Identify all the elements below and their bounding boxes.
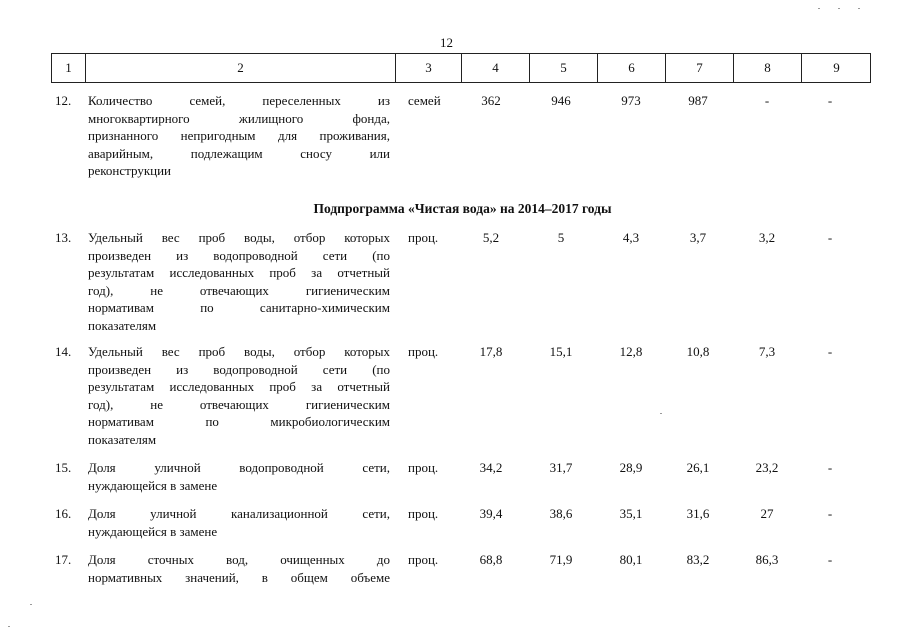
row-number: 14. xyxy=(55,344,72,359)
value-col-8: 23,2 xyxy=(755,460,779,475)
value-col-9: - xyxy=(827,93,833,108)
value-col-9: - xyxy=(827,460,833,475)
table-header xyxy=(51,53,871,83)
unit: проц. xyxy=(408,460,439,475)
value-col-7: 31,6 xyxy=(686,506,710,521)
header-col-3: 3 xyxy=(395,54,461,82)
value-col-5: 38,6 xyxy=(549,506,573,521)
value-col-7: 83,2 xyxy=(686,552,710,567)
header-col-5: 5 xyxy=(529,54,597,82)
value-col-5: 71,9 xyxy=(549,552,573,567)
subprogram-heading: Подпрограмма «Чистая вода» на 2014–2017 годы xyxy=(313,201,612,216)
value-col-6: 4,3 xyxy=(622,230,640,245)
value-col-7: 26,1 xyxy=(686,460,710,475)
header-col-1: 1 xyxy=(65,60,72,75)
value-col-8: 27 xyxy=(760,506,774,521)
header-col-9: 9 xyxy=(801,54,871,82)
value-col-7: 3,7 xyxy=(689,230,707,245)
value-col-9: - xyxy=(827,344,833,359)
value-col-6: 28,9 xyxy=(619,460,643,475)
value-col-6: 80,1 xyxy=(619,552,643,567)
unit: проц. xyxy=(408,230,439,245)
value-col-8: 3,2 xyxy=(758,230,776,245)
value-col-8: - xyxy=(764,93,770,108)
row-number: 17. xyxy=(55,552,72,567)
header-col-8: 8 xyxy=(733,54,801,82)
value-col-9: - xyxy=(827,230,833,245)
scan-speck xyxy=(30,604,32,605)
value-col-6: 35,1 xyxy=(619,506,643,521)
scan-speck xyxy=(818,8,820,9)
scan-speck xyxy=(660,413,662,414)
value-col-4: 17,8 xyxy=(479,344,503,359)
indicator-name: Доля уличной канализационной сети, нуждающейся в замене xyxy=(88,506,390,539)
unit: проц. xyxy=(408,552,439,567)
value-col-8: 86,3 xyxy=(755,552,779,567)
row-number: 12. xyxy=(55,93,72,108)
value-col-5: 5 xyxy=(557,230,565,245)
value-col-5: 15,1 xyxy=(549,344,573,359)
value-col-7: 10,8 xyxy=(686,344,710,359)
value-col-9: - xyxy=(827,506,833,521)
value-col-6: 12,8 xyxy=(619,344,643,359)
value-col-4: 362 xyxy=(481,93,501,108)
value-col-4: 39,4 xyxy=(479,506,503,521)
unit: семей xyxy=(408,93,441,108)
unit: проц. xyxy=(408,506,439,521)
scan-speck xyxy=(838,8,840,9)
scan-speck xyxy=(8,626,10,627)
indicator-name: Количество семей, переселенных из многоквартирного жилищного фонда, признанного непригодным для проживания, аварийным, подлежащим сносу или реконструкции xyxy=(88,93,390,179)
value-col-4: 34,2 xyxy=(479,460,503,475)
row-number: 13. xyxy=(55,230,72,245)
indicator-name: Доля сточных вод, очищенных до нормативных значений, в общем объеме xyxy=(88,552,390,585)
indicator-name: Удельный вес проб воды, отбор которых произведен из водопроводной сети (по результатам исследованных проб за отчетный год), не отвечающих гигиеническим нормативам по санитарно-химическим показателям xyxy=(88,230,390,333)
value-col-8: 7,3 xyxy=(758,344,776,359)
value-col-6: 973 xyxy=(621,93,641,108)
row-number: 15. xyxy=(55,460,72,475)
header-col-7: 7 xyxy=(665,54,733,82)
value-col-5: 31,7 xyxy=(549,460,573,475)
value-col-9: - xyxy=(827,552,833,567)
indicator-name: Удельный вес проб воды, отбор которых произведен из водопроводной сети (по результатам исследованных проб за отчетный год), не отвечающих гигиеническим нормативам по микробиологическим показателям xyxy=(88,344,390,447)
value-col-7: 987 xyxy=(688,93,708,108)
indicator-name: Доля уличной водопроводной сети, нуждающейся в замене xyxy=(88,460,390,493)
value-col-4: 5,2 xyxy=(482,230,500,245)
page-number: 12 xyxy=(440,35,453,50)
header-col-6: 6 xyxy=(597,54,665,82)
value-col-4: 68,8 xyxy=(479,552,503,567)
row-number: 16. xyxy=(55,506,72,521)
header-col-2: 2 xyxy=(85,54,395,82)
header-col-4: 4 xyxy=(461,54,529,82)
value-col-5: 946 xyxy=(551,93,571,108)
unit: проц. xyxy=(408,344,439,359)
scan-speck xyxy=(858,8,860,9)
